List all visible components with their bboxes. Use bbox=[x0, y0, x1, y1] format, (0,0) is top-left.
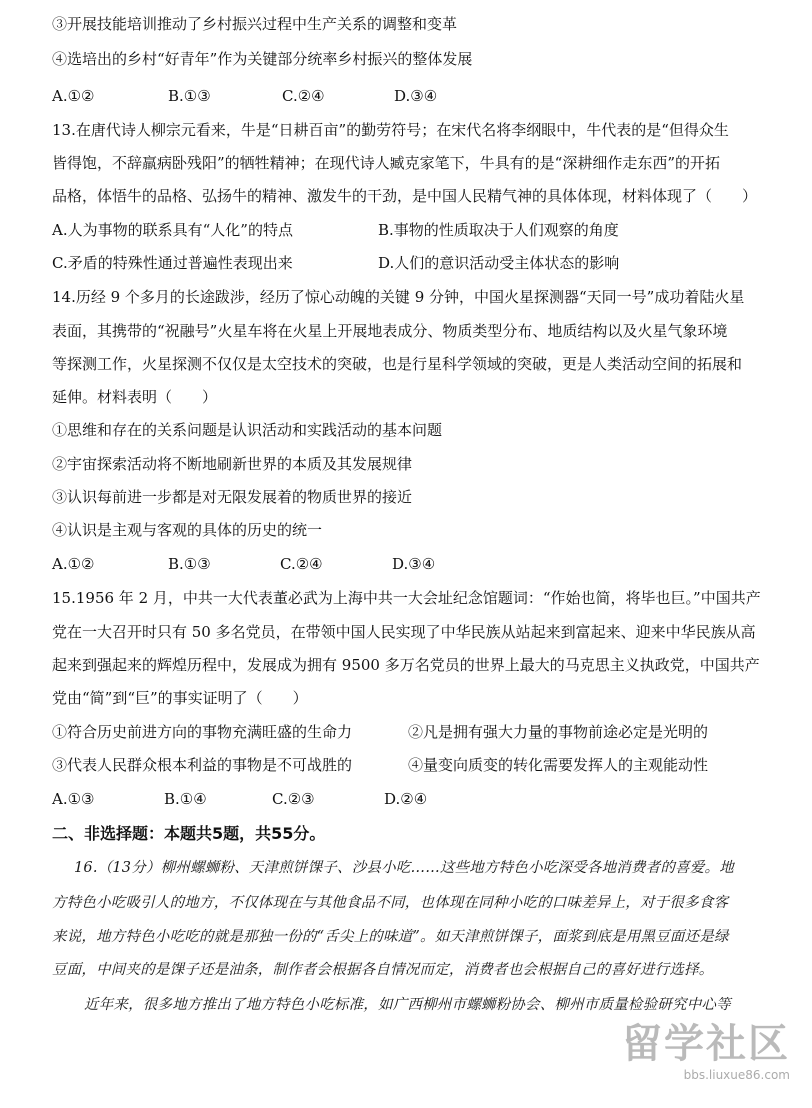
q13-option-d: D.人们的意识活动受主体状态的影响 bbox=[378, 254, 620, 272]
q12-choice-d: D.③④ bbox=[394, 87, 438, 105]
q15-choice-d: D.②④ bbox=[384, 790, 428, 808]
q14-stem-line-2: 表面，其携带的“祝融号”火星车将在火星上开展地表成分、物质类型分布、地质结构以及火星气象环境 bbox=[52, 322, 728, 340]
q14-choice-a: A.①② bbox=[52, 555, 95, 573]
q16-stem-line-3: 来说，地方特色小吃吃的就是那独一份的“舌尖上的味道”。如天津煎饼馃子，面浆到底是用黑豆面还是绿 bbox=[52, 929, 729, 945]
q13-option-c: C.矛盾的特殊性通过普遍性表现出来 bbox=[52, 254, 293, 272]
q12-choice-c: C.②④ bbox=[282, 87, 325, 105]
q12-choice-b: B.①③ bbox=[168, 87, 211, 105]
q15-stem-line-1: 15.1956 年 2 月，中共一大代表董必武为上海中共一大会址纪念馆题词：“作始也简，将毕也巨。”中国共产 bbox=[52, 589, 761, 607]
q15-option-3: ③代表人民群众根本利益的事物是不可战胜的 bbox=[52, 756, 353, 774]
q14-choice-d: D.③④ bbox=[392, 555, 436, 573]
q15-option-1: ①符合历史前进方向的事物充满旺盛的生命力 bbox=[52, 723, 353, 741]
q15-stem-line-3: 起来到强起来的辉煌历程中，发展成为拥有 9500 多万名党员的世界上最大的马克思主义执政党，中国共产 bbox=[52, 656, 760, 674]
q16-stem-line-5: 近年来，很多地方推出了地方特色小吃标准，如广西柳州市螺蛳粉协会、柳州市质量检验研究中心等 bbox=[84, 997, 731, 1013]
q12-option-3: ③开展技能培训推动了乡村振兴过程中生产关系的调整和变革 bbox=[52, 15, 458, 33]
q13-stem-line-3: 品格，体悟牛的品格、弘扬牛的精神、激发牛的干劲，是中国人民精气神的具体体现，材料体现了（ ） bbox=[52, 187, 758, 205]
watermark-logo: 留学社区 bbox=[622, 1021, 790, 1067]
q14-option-2: ②宇宙探索活动将不断地刷新世界的本质及其发展规律 bbox=[52, 455, 413, 473]
q14-option-1: ①思维和存在的关系问题是认识活动和实践活动的基本问题 bbox=[52, 421, 443, 439]
watermark-url: bbs.liuxue86.com bbox=[683, 1068, 790, 1082]
q14-option-3: ③认识每前进一步都是对无限发展着的物质世界的接近 bbox=[52, 488, 413, 506]
q14-choice-b: B.①③ bbox=[168, 555, 211, 573]
q15-option-2: ②凡是拥有强大力量的事物前途必定是光明的 bbox=[408, 723, 709, 741]
q13-stem-line-1: 13.在唐代诗人柳宗元看来，牛是“日耕百亩”的勤劳符号；在宋代名将李纲眼中，牛代表的是“但得众生 bbox=[52, 121, 729, 139]
q14-stem-line-1: 14.历经 9 个多月的长途跋涉，经历了惊心动魄的关键 9 分钟，中国火星探测器“天同一号”成功着陆火星 bbox=[52, 288, 745, 306]
q13-option-b: B.事物的性质取决于人们观察的角度 bbox=[378, 221, 619, 239]
q12-choice-a: A.①② bbox=[52, 87, 95, 105]
q15-stem-line-4: 党由“简”到“巨”的事实证明了（ ） bbox=[52, 689, 308, 707]
section-heading-non-choice: 二、非选择题：本题共5题，共55分。 bbox=[52, 824, 326, 843]
q15-stem-line-2: 党在一大召开时只有 50 多名党员，在带领中国人民实现了中华民族从站起来到富起来、迎来中华民族从高 bbox=[52, 623, 756, 641]
q15-choice-c: C.②③ bbox=[272, 790, 315, 808]
q12-option-4: ④选培出的乡村“好青年”作为关键部分统率乡村振兴的整体发展 bbox=[52, 50, 473, 68]
q15-choice-b: B.①④ bbox=[164, 790, 207, 808]
q16-stem-line-2: 方特色小吃吸引人的地方，不仅体现在与其他食品不同，也体现在同种小吃的口味差异上，对于很多食客 bbox=[52, 895, 729, 911]
q15-option-4: ④量变向质变的转化需要发挥人的主观能动性 bbox=[408, 756, 709, 774]
q16-stem-line-4: 豆面，中间夹的是馃子还是油条，制作者会根据各自情况而定，消费者也会根据自己的喜好进行选择。 bbox=[52, 962, 714, 978]
q15-choice-a: A.①③ bbox=[52, 790, 95, 808]
q14-stem-line-4: 延伸。材料表明（ ） bbox=[52, 388, 218, 406]
q13-stem-line-2: 皆得饱，不辞羸病卧残阳”的牺牲精神；在现代诗人臧克家笔下，牛具有的是“深耕细作走东西”的开拓 bbox=[52, 154, 721, 172]
q16-stem-line-1: 16.（13分）柳州螺蛳粉、天津煎饼馃子、沙县小吃……这些地方特色小吃深受各地消费者的喜爱。地 bbox=[74, 860, 734, 876]
q14-option-4: ④认识是主观与客观的具体的历史的统一 bbox=[52, 521, 323, 539]
q14-choice-c: C.②④ bbox=[280, 555, 323, 573]
q13-option-a: A.人为事物的联系具有“人化”的特点 bbox=[52, 221, 293, 239]
q14-stem-line-3: 等探测工作，火星探测不仅仅是太空技术的突破，也是行星科学领域的突破，更是人类活动空间的拓展和 bbox=[52, 355, 743, 373]
site-watermark bbox=[600, 1020, 790, 1100]
